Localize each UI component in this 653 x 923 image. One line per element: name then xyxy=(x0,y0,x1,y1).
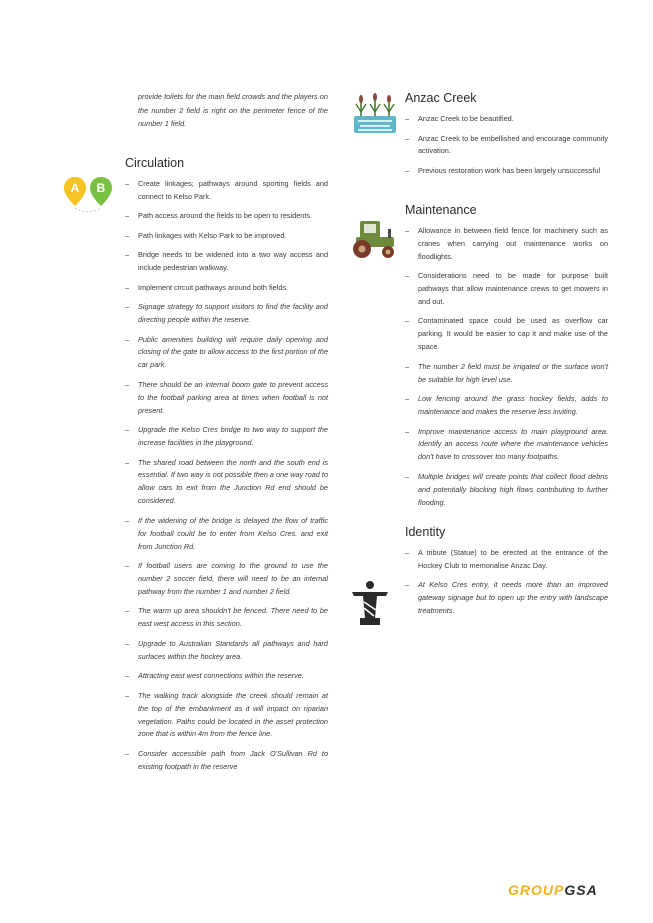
maintenance-title: Maintenance xyxy=(405,202,477,217)
list-item: – Implement circuit pathways around both fields. xyxy=(125,282,328,295)
list-item: – Multiple bridges will create points that collect flood debris and potentially blocking high flows contributing to further flooding. xyxy=(405,471,608,510)
list-item: – At Kelso Cres entry, it needs more than an improved gateway signage but to open up the entry with landscape treatments. xyxy=(405,579,608,618)
creek-reeds-icon xyxy=(352,90,398,136)
list-item: – Consider accessible path from Jack O'Sullivan Rd to existing footpath in the reserve xyxy=(125,748,328,774)
list-item: – Create linkages; pathways around sporting fields and connect to Kelso Park. xyxy=(125,178,328,204)
list-item: – Contaminated space could be used as overflow car parking. It would be easier to cap it and make use of the space. xyxy=(405,315,608,354)
list-item: – The shared road between the north and the south end is essential. If two way is not possible then a one way road to allow cars to exit from the Junction Rd end should be considered. xyxy=(125,457,328,509)
list-item: – A tribute (Statue) to be erected at the entrance of the Hockey Club to memorialise Anzac Day. xyxy=(405,547,608,573)
list-item: – If the widening of the bridge is delayed the flow of traffic for football could be to enter from Kelso Cres. and exit from Junction Rd. xyxy=(125,515,328,554)
tractor-icon xyxy=(348,217,400,259)
list-item: – Upgrade to Australian Standards all pathways and hard surfaces within the hockey area. xyxy=(125,638,328,664)
right-column xyxy=(405,90,608,624)
anzac-creek-title: Anzac Creek xyxy=(405,91,477,105)
list-item: – Path linkages with Kelso Park to be improved. xyxy=(125,230,328,243)
list-item: – Attracting east west connections within the reserve. xyxy=(125,670,328,683)
list-item: – Upgrade the Kelso Cres bridge to two way to support the increase facilities in the playground. xyxy=(125,424,328,450)
list-item: – Public amenities building will require daily opening and closing of the gate to allow access to the first portion of the car park. xyxy=(125,334,328,373)
circulation-list xyxy=(125,178,328,774)
memorial-statue-icon xyxy=(350,580,390,628)
list-item: – Path access around the fields to be open to residents. xyxy=(125,210,328,223)
list-item: – If football users are coming to the ground to use the number 2 soccer field, there will need to be an internal pathway from the number 1 and number 2 field. xyxy=(125,560,328,599)
list-item: – The warm up area shouldn't be fenced. There need to be east west access in this section. xyxy=(125,605,328,631)
identity-title: Identity xyxy=(405,524,446,539)
list-item: – Low fencing around the grass hockey fields, adds to maintenance and makes the reserve less inviting. xyxy=(405,393,608,419)
identity-section xyxy=(405,524,608,618)
list-item: – Previous restoration work has been largely unsuccessful xyxy=(405,165,608,178)
circulation-section xyxy=(125,155,328,774)
identity-list xyxy=(405,547,608,618)
intro-text: provide toilets for the main field crowds and the players on the number 2 field is right on the perimeter fence of the number 1 field. xyxy=(138,92,328,129)
list-item: – There should be an internal boom gate to prevent access to the football parking area at times when football is not present. xyxy=(125,379,328,418)
list-item: – Considerations need to be made for purpose built pathways that allow maintenance crews to get mowers in and out. xyxy=(405,270,608,309)
anzac-creek-section xyxy=(405,90,608,178)
list-item: – The number 2 field must be irrigated or the surface won't be suitable for high level use. xyxy=(405,361,608,387)
groupgsa-logo xyxy=(508,882,598,898)
pin-b-letter: B xyxy=(96,181,106,195)
maintenance-section xyxy=(405,202,608,510)
ab-route-pins-icon xyxy=(62,175,116,215)
pin-a-letter: A xyxy=(70,181,80,195)
list-item: – The walking track alongside the creek should remain at the top of the embankment as it will impact on riparian vegetation. Paths could be located in the asset protection zone that is within 4m from the fence line. xyxy=(125,690,328,742)
list-item: – Anzac Creek to be beautified. xyxy=(405,113,608,126)
list-item: – Signage strategy to support visitors to find the facility and directing people within the reserve. xyxy=(125,301,328,327)
circulation-title: Circulation xyxy=(125,155,185,170)
list-item: – Improve maintenance access to main playground area. Identify an access route where the maintenance vehicles don't have to crossover too many footpaths. xyxy=(405,426,608,465)
left-column xyxy=(125,90,328,780)
list-item: – Anzac Creek to be embellished and encourage community activation. xyxy=(405,133,608,159)
anzac-creek-list xyxy=(405,113,608,178)
brand-suffix: GSA xyxy=(564,882,598,898)
maintenance-list xyxy=(405,225,608,510)
brand-prefix: GROUP xyxy=(508,882,565,898)
list-item: – Allowance in between field fence for machinery such as cranes when carrying out maintenance works on floodlights. xyxy=(405,225,608,264)
list-item: – Bridge needs to be widened into a two way access and include pedestrian walkway. xyxy=(125,249,328,275)
